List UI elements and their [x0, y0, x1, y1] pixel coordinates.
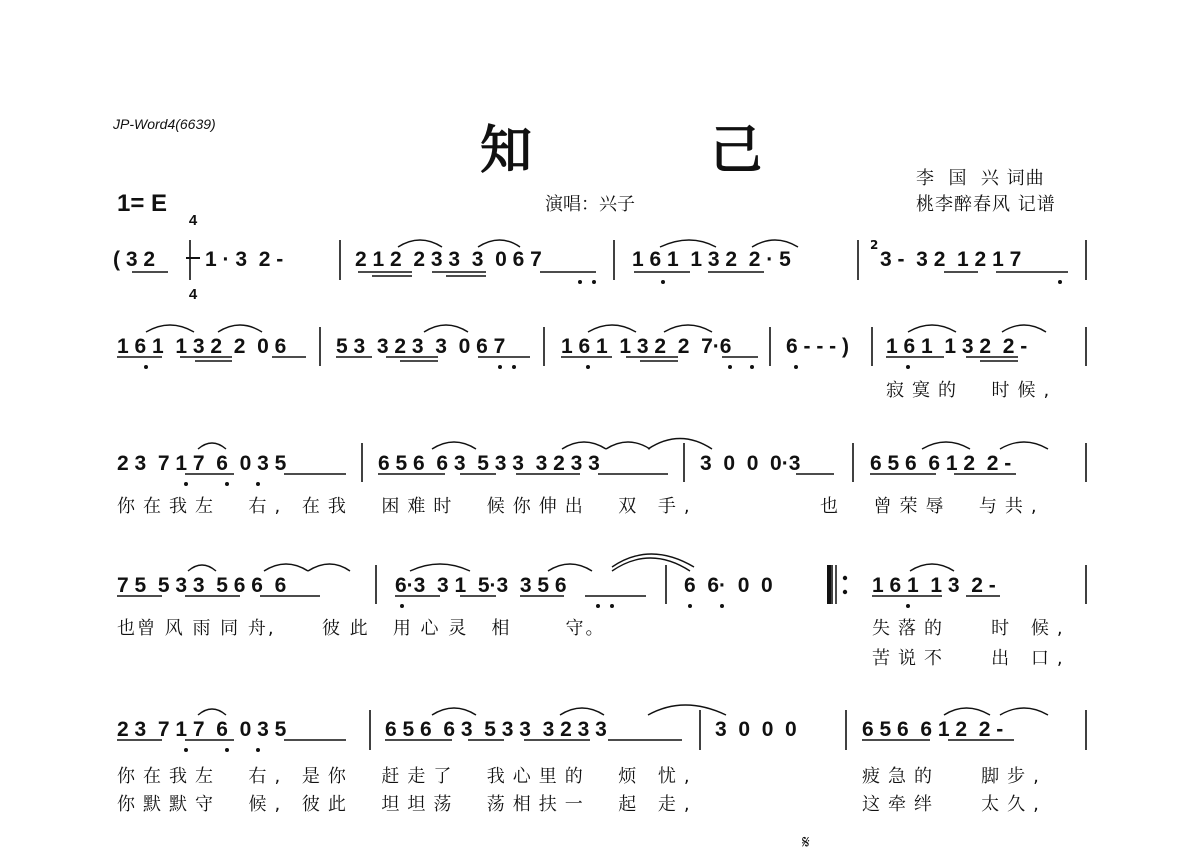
page-title: 知 己: [480, 120, 843, 181]
lyric-line: 你在我左 右, 在我 困难时 候你伸出 双 手,: [117, 496, 698, 517]
slurs: [146, 240, 1048, 715]
measure: 1 · 3 2 -: [205, 248, 284, 271]
lyric-line: 你默默守 候, 彼此 坦坦荡 荡相扶一 起 走,: [117, 794, 698, 815]
lyric-line: 失落的 时 候,: [872, 618, 1071, 639]
measure: 6 5 6 6 3 5 3 3 3 2 3 3: [385, 718, 607, 741]
singer-credit: 演唱：兴子: [545, 194, 635, 215]
lyricist-composer: 李 国 兴 词曲: [916, 168, 1045, 189]
measure: 6 6· 0 0: [684, 574, 773, 597]
measure: 6 5 6 6 1 2 2 -: [870, 452, 1012, 475]
source-label: JP-Word4(6639): [113, 116, 216, 132]
measure: 7 5 5 3 3 5 6 6 6: [117, 574, 287, 597]
lyric-line: 你在我左 右, 是你 赶走了 我心里的 烦 忧,: [117, 766, 698, 787]
lyric-line: 苦说不 出 口,: [872, 648, 1071, 669]
measure: 3 0 0 0·3: [700, 452, 801, 475]
transcriber: 桃李醉春风 记谱: [916, 194, 1056, 215]
lyric-line: 疲急的 脚步,: [862, 766, 1047, 787]
volta-marker: 2: [870, 238, 879, 252]
measure: 1 6 1 1 3 2 2 7·6: [561, 335, 732, 358]
bar-lines: [190, 240, 1086, 750]
meter-top: 4: [188, 212, 198, 229]
beams: [117, 272, 1068, 740]
measure: 1 6 1 1 3 2 2 · 5: [632, 248, 791, 271]
measure: 3 0 0 0: [715, 718, 797, 741]
measure: 2 1 2 2 3 3 3 0 6 7: [355, 248, 542, 271]
measure: 6 - - - ): [786, 335, 849, 358]
measure: 1 6 1 1 3 2 -: [872, 574, 996, 597]
measure: 3 - 3 2 1 2 1 7: [880, 248, 1022, 271]
lyric-line: 寂寞的 时候,: [886, 380, 1058, 401]
measure: 6·3 3 1 5·3 3 5 6: [395, 574, 567, 597]
lyric-line: 这牵绊 太久,: [862, 794, 1047, 815]
segno-mark: 𝄋: [802, 832, 810, 853]
measure: 6 5 6 6 3 5 3 3 3 2 3 3: [378, 452, 600, 475]
measure: ( 3 2: [113, 248, 156, 271]
measure: 6 5 6 6 1 2 2 -: [862, 718, 1004, 741]
key-signature: 1= E: [117, 190, 168, 217]
octave-dots: [144, 280, 1062, 752]
measure: 5 3 3 2 3 3 0 6 7: [336, 335, 506, 358]
meter-bottom: 4: [188, 286, 198, 303]
measure: 1 6 1 1 3 2 2 -: [886, 335, 1028, 358]
lyric-line: 也 曾荣辱 与共,: [820, 496, 1045, 517]
lyric-line: 也曾 风 雨 同 舟, 彼 此 用 心 灵 相 守。: [117, 618, 606, 639]
measure: 2 3 7 1 7 6 0 3 5: [117, 718, 287, 741]
measure: 2 3 7 1 7 6 0 3 5: [117, 452, 287, 475]
measure: 1 6 1 1 3 2 2 0 6: [117, 335, 287, 358]
